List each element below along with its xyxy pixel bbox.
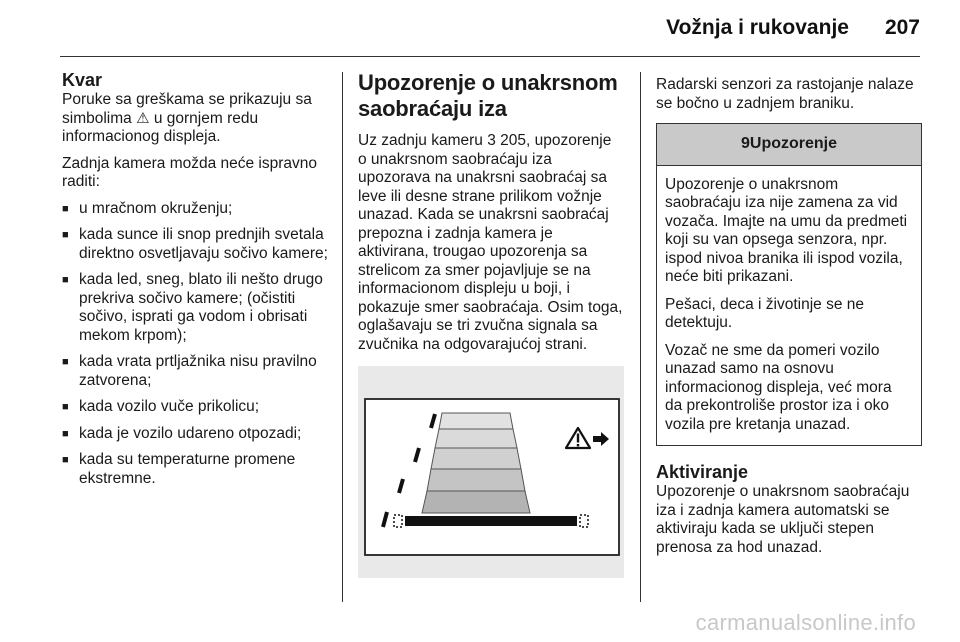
list-item: ■ kada vrata prtljažnika nisu pravilno zatvorena; [62, 353, 328, 390]
list-item: ■ kada su temperaturne promene ekstremne. [62, 451, 328, 488]
page-reference[interactable]: 3 205 [487, 132, 527, 149]
warning-triangle-icon: ⚠ [136, 109, 150, 127]
warning-paragraph: Upozorenje o unakrsnom saobraćaju iza nije zamena za vid vozača. Imajte na umu da predmeti koji su van opsega senzora, npr. ispod nivoa branika ili ispod vozila, neće biti prikazani. [665, 175, 908, 285]
cross-traffic-heading: Upozorenje o unakrsnom saobraćaju iza [358, 70, 618, 121]
activation-paragraph: Upozorenje o unakrsnom saobraćaju iza i zadnja kamera automatski se aktiviraju kada se uključi stepen prenosa za hod unazad. [656, 483, 910, 556]
camera-note: Zadnja kamera možda neće ispravno raditi: [62, 154, 318, 190]
paragraph-text-2: , upozorenje o unakrsnom saobraćaju iza upozorava na unakrsni saobraćaj sa leve ili desne strane prilikom vožnje unazad. Kada se unakrsni saobraćaj prepozna i zadnja kamera je aktivirana, trougao upozorenja sa strelicom za smer pojavljuje se na informacionom displeju u boji, i pokazuje smer saobraćaja. Osim toga, oglašavaju se tri zvučna signala sa zvučnika na odgovarajućoj strani. [358, 132, 623, 353]
rear-camera-display-illustration [358, 366, 624, 578]
guide-zone-3 [431, 448, 521, 469]
warning-paragraph: Pešaci, deca i životinje se ne detektuju. [665, 295, 865, 331]
list-item: ■ kada vozilo vuče prikolicu; [62, 398, 328, 417]
chapter-title: Vožnja i rukovanje [666, 16, 849, 39]
watermark: carmanualsonline.info [695, 610, 916, 635]
warning-title-text: Upozorenje [749, 135, 838, 152]
warning-symbol-icon: 9 [740, 135, 750, 152]
column-divider-1 [342, 72, 343, 602]
cross-traffic-paragraph [358, 132, 624, 354]
list-item: ■ kada je vozilo udareno otpozadi; [62, 425, 328, 444]
list-item: ■ kada led, sneg, blato ili nešto drugo prekriva sočivo kamere; (očistiti sočivo, isprati ga vodom i obrisati mekom krpom); [62, 271, 328, 345]
guide-zone-4 [435, 429, 517, 448]
guide-zone-near [422, 491, 530, 513]
condition-list [62, 200, 328, 489]
page-number: 207 [884, 16, 920, 39]
list-item: ■ u mračnom okruženju; [62, 200, 328, 219]
bumper-bar [405, 516, 577, 526]
paragraph-text-1: Uz zadnju kameru [358, 132, 483, 149]
fault-intro-text-2: u gornjem redu informacionog displeja. [62, 109, 259, 145]
warning-paragraph: Vozač ne sme da pomeri vozilo unazad samo na osnovu informacionog displeja, već mora da prekontroliše prostor iza i oko vozila pre kretanja unazad. [665, 341, 892, 433]
warning-title [657, 124, 921, 166]
fault-heading: Kvar [62, 70, 103, 90]
list-item: ■ kada sunce ili snop prednjih svetala direktno osvetljavaju sočivo kamere; [62, 226, 328, 263]
column-warning [656, 70, 922, 565]
warning-body [657, 166, 921, 446]
fault-intro [62, 91, 328, 147]
guide-zone-far [439, 413, 513, 429]
page-header [60, 16, 920, 48]
column-cross-traffic [358, 70, 624, 578]
radar-intro: Radarski senzori za rastojanje nalaze se bočno u zadnjem braniku. [656, 76, 914, 112]
activation-heading: Aktiviranje [656, 462, 749, 482]
column-fault [62, 70, 328, 496]
warning-box [656, 123, 922, 446]
guide-zone-2 [427, 469, 525, 491]
column-divider-2 [640, 72, 641, 602]
fault-intro-text-1: Poruke sa greškama se prikazuju sa simbolima [62, 91, 312, 127]
header-rule [60, 56, 920, 57]
